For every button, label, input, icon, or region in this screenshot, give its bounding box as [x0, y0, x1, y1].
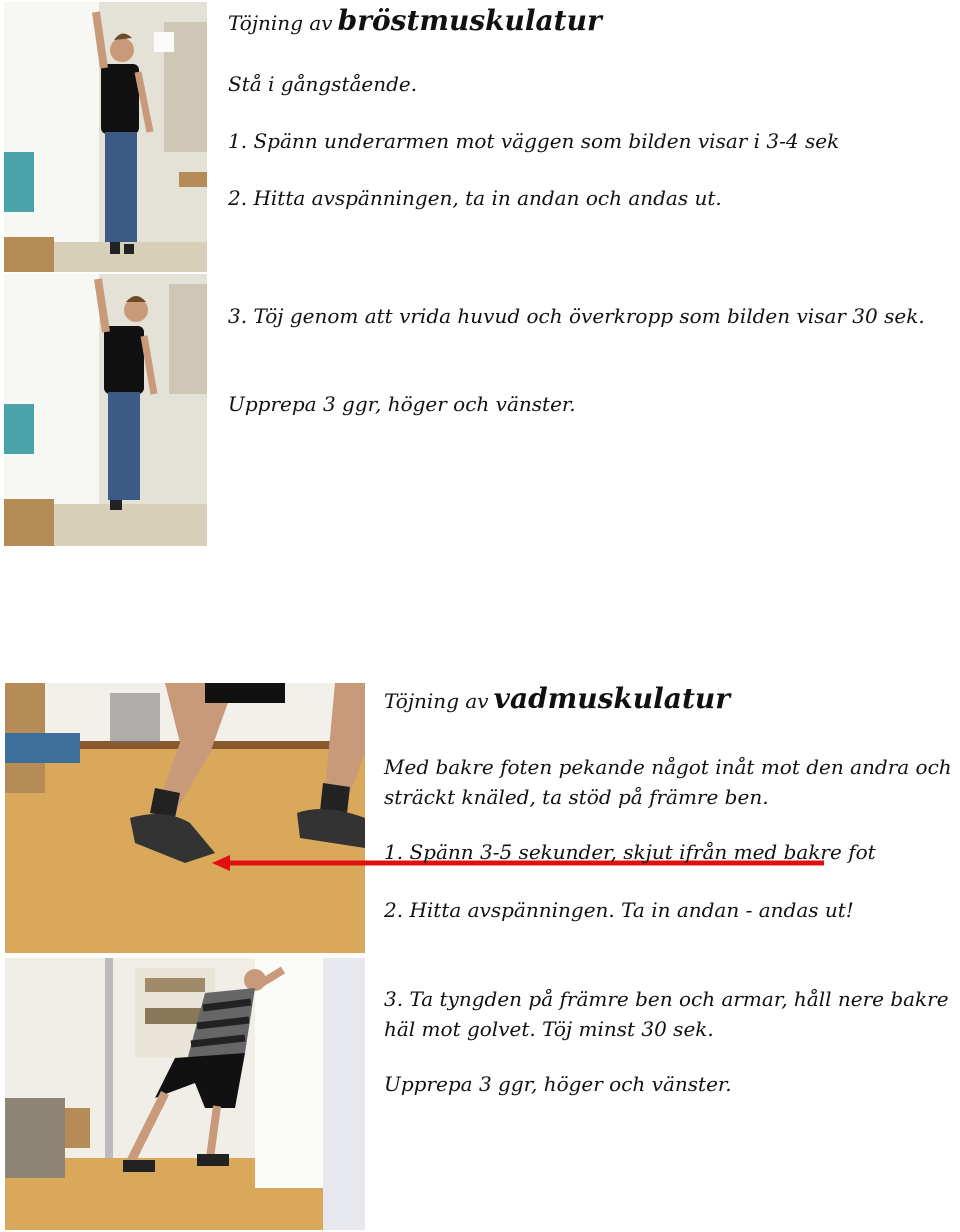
- chest-heading-main: bröstmuskulatur: [337, 4, 602, 37]
- chest-step-3: 3. Töj genom att vrida huvud och överkropp som bilden visar 30 sek.: [228, 304, 925, 328]
- calf-stretch-photo-2: [5, 958, 365, 1230]
- calf-repeat: Upprepa 3 ggr, höger och vänster.: [384, 1072, 732, 1096]
- chest-stretch-photo-1: [4, 2, 207, 272]
- chest-repeat: Upprepa 3 ggr, höger och vänster.: [228, 392, 576, 416]
- calf-heading: [384, 682, 730, 715]
- calf-intro: Med bakre foten pekande något inåt mot den andra och sträckt knäled, ta stöd på främre ben.: [384, 755, 952, 809]
- calf-step-1: 1. Spänn 3-5 sekunder, skjut ifrån med bakre fot: [384, 840, 876, 864]
- calf-heading-main: vadmuskulatur: [493, 682, 730, 715]
- calf-step-2: 2. Hitta avspänningen. Ta in andan - andas ut!: [384, 898, 854, 922]
- chest-step-1: 1. Spänn underarmen mot väggen som bilden visar i 3-4 sek: [228, 129, 840, 153]
- calf-heading-prefix: Töjning av: [384, 689, 489, 713]
- calf-step-3: 3. Ta tyngden på främre ben och armar, håll nere bakre häl mot golvet. Töj minst 30 sek.: [384, 987, 949, 1041]
- chest-start-position: Stå i gångstående.: [228, 72, 418, 96]
- chest-heading-prefix: Töjning av: [228, 11, 333, 35]
- chest-step-2: 2. Hitta avspänningen, ta in andan och andas ut.: [228, 186, 722, 210]
- chest-heading: [228, 4, 602, 37]
- chest-stretch-photo-2: [4, 274, 207, 546]
- calf-stretch-photo-1: [5, 683, 365, 953]
